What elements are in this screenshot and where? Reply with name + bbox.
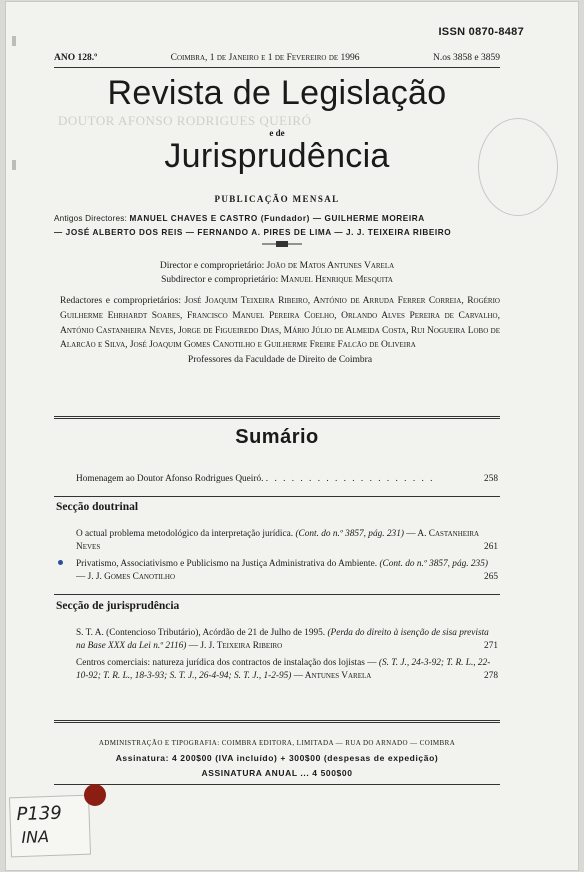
- toc-entry-author: — J. J. Teixeira Ribeiro: [188, 641, 283, 651]
- toc-entry-title: Centros comerciais: natureza jurídica dos contractos de instalação dos lojistas —: [76, 658, 377, 668]
- editors-block: [60, 294, 500, 368]
- issue-numbers: N.os 3858 e 3859: [432, 53, 500, 63]
- section-heading: Secção doutrinal: [56, 501, 139, 513]
- toc-entry-page: 271: [484, 641, 498, 651]
- former-directors-label: Antigos Directores:: [54, 214, 127, 223]
- divider: [54, 594, 500, 595]
- volume-year: ANO 128.º: [54, 53, 98, 63]
- toc-entry-page: 265: [484, 572, 498, 582]
- journal-title-line1: Revista de Legislação: [107, 74, 447, 112]
- faculty-line: Professores da Faculdade de Direito de Coimbra: [187, 355, 373, 366]
- toc-entry-reference: (S. T. J., 24-3-92; T. R. L., 22-10-92; T. R. L., 18-3-93; S. T. J., 26-4-94; S. T. J., 1-2-95): [76, 658, 491, 681]
- subdirector-name: Manuel Henrique Mesquita: [280, 275, 393, 285]
- publication-frequency: PUBLICAÇÃO MENSAL: [214, 194, 340, 204]
- punch-hole: [12, 36, 16, 46]
- subscription-price: Assinatura: 4 200$00 (IVA incluído) + 300$00 (despesas de expedição): [115, 753, 439, 763]
- journal-title-connector: e de: [269, 128, 285, 138]
- summary-heading: Sumário: [235, 426, 319, 448]
- annual-subscription: ASSINATURA ANUAL ... 4 500$00: [201, 768, 353, 778]
- toc-entry-author: — J. J. Gomes Canotilho: [76, 572, 175, 582]
- publisher-address: ADMINISTRAÇÃO E TIPOGRAFIA: COIMBRA EDITORA, LIMITADA — RUA DO ARNADO — COIMBRA: [98, 739, 456, 747]
- toc-entry-reference: (Perda do direito à isenção de sisa prevista na Base XXX da Lei n.º 2116): [76, 628, 489, 651]
- toc-entry-page: 278: [484, 671, 498, 681]
- section-heading: Secção de jurisprudência: [56, 600, 180, 612]
- toc-entry-title: S. T. A. (Contencioso Tributário), Acórdão de 21 de Julho de 1995.: [76, 628, 326, 638]
- toc-entry: [76, 558, 498, 584]
- toc-entry: [76, 627, 498, 653]
- issue-date: Coimbra, 1 de Janeiro e 1 de Fevereiro de 1996: [170, 53, 360, 63]
- toc-entry-reference: (Cont. do n.º 3857, pág. 235): [379, 559, 488, 569]
- director-name: João de Matos Antunes Varela: [266, 261, 395, 271]
- toc-entry: [76, 657, 498, 683]
- toc-entry-title: O actual problema metodológico da interpretação jurídica.: [76, 529, 294, 539]
- journal-title-line2: Jurisprudência: [164, 137, 390, 175]
- toc-entry-page: 261: [484, 542, 498, 552]
- show-through-text: DOUTOR AFONSO RODRIGUES QUEIRÓ: [58, 113, 312, 128]
- divider: [54, 496, 500, 497]
- toc-entry: [76, 528, 498, 554]
- editors-label: Redactores e comproprietários:: [60, 296, 181, 306]
- toc-entry-page: 258: [484, 474, 498, 484]
- divider: [54, 784, 500, 785]
- directors-block: [54, 259, 500, 287]
- toc-entry-reference: (Cont. do n.º 3857, pág. 231): [295, 529, 404, 539]
- toc-entry-author: — Antunes Varela: [293, 671, 372, 681]
- former-directors-line2: — JOSÉ ALBERTO DOS REIS — FERNANDO A. PIRES DE LIMA — J. J. TEIXEIRA RIBEIRO: [54, 228, 452, 237]
- catalog-label: [9, 795, 91, 858]
- subdirector-label: Subdirector e comproprietário:: [161, 275, 279, 285]
- ornament-icon: [262, 239, 302, 249]
- director-label: Director e comproprietário:: [159, 261, 265, 271]
- issn: ISSN 0870-8487: [438, 26, 524, 38]
- toc-entry-author: — A. Castanheira Neves: [76, 529, 480, 552]
- punch-hole: [12, 160, 16, 170]
- divider: [54, 720, 500, 723]
- editors-names: José Joaquim Teixeira Ribeiro, António de Arruda Ferrer Correia, Rogério Guilherme Ehrhardt Soares, Francisco Manuel Pereira Coelho, Orlando Alves Pereira de Carvalho, António Castanheira Neves, Jorge de Figueiredo Dias, Mário Júlio de Almeida Costa, Rui Nogueira Lobo de Alarcão e Silva, José Joaquim Gomes Canotilho e Guilherme Freire Falcão de Oliveira: [60, 296, 500, 351]
- former-directors-line1: MANUEL CHAVES E CASTRO (Fundador) — GUILHERME MOREIRA: [129, 214, 425, 223]
- divider: [54, 416, 500, 419]
- former-directors: [54, 212, 500, 240]
- catalog-label-line2: INA: [21, 827, 50, 847]
- toc-entry-title: Homenagem ao Doutor Afonso Rodrigues Queiró.: [76, 474, 264, 484]
- divider: [54, 67, 500, 68]
- ink-mark: [58, 560, 63, 565]
- toc-entry-title: Privatismo, Associativismo e Publicismo na Justiça Administrativa do Ambiente.: [76, 559, 378, 569]
- toc-entry: Homenagem ao Doutor Afonso Rodrigues Queiró. . . . . . . . . . . . . . . . . . . . . 258: [76, 474, 498, 484]
- issue-meta-line: [54, 53, 500, 63]
- catalog-label-line1: P139: [16, 802, 63, 826]
- red-sticker-dot: [84, 784, 106, 806]
